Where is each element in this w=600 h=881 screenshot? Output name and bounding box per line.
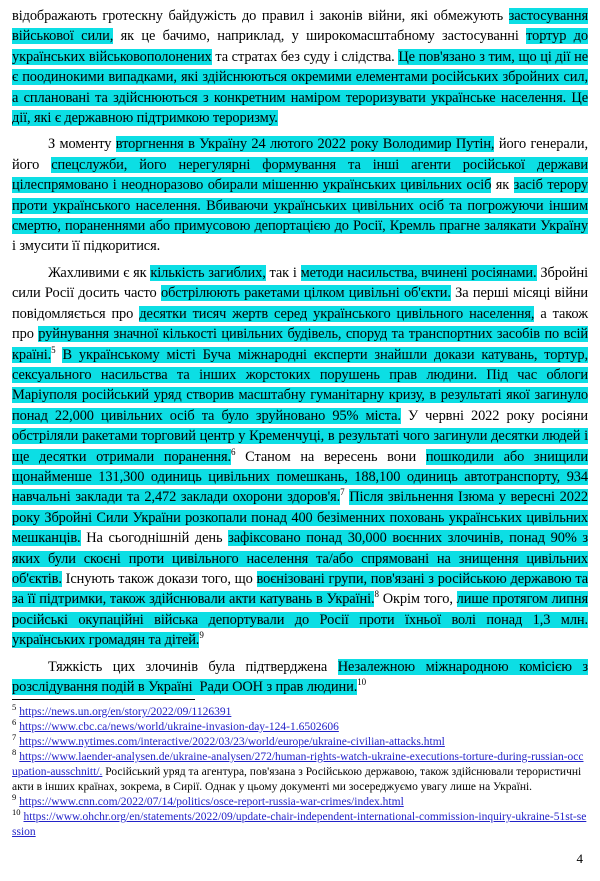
paragraph-2 (12, 134, 588, 256)
footnote-5 (12, 702, 588, 720)
text-run: Станом на вересень вони (235, 448, 426, 465)
footnote-note: Російський уряд та агентура, пов'язана з Російською державою, також здійснювали терористичні акти в інших країнах, зокрема, в Сирії. Однак у цьому документі ми зосереджуємо увагу лише на Україні. (12, 766, 582, 793)
footnote-link[interactable]: https://news.un.org/en/story/2022/09/1126391 (19, 706, 232, 718)
footnote-ref-6: 6 (231, 446, 236, 457)
text-run: У червні 2022 року росіяни (400, 407, 588, 424)
paragraph-3 (12, 263, 588, 651)
text-run: як (491, 177, 514, 194)
footnote-ref-8: 8 (374, 589, 379, 600)
footnote-number: 5 (12, 702, 17, 713)
footnote-link[interactable]: https://www.cbc.ca/news/world/ukraine-invasion-day-124-1.6502606 (19, 721, 339, 733)
footnote-ref-7: 7 (340, 487, 345, 498)
text-run: як це бачимо, наприклад, у широкомасштабному застосуванні (113, 28, 527, 45)
highlighted-text: лише протягом липня російські окупаційні війська депортували до Росії проти їхньої волі понад 1,3 млн. українських громадян та дітей. (12, 591, 589, 649)
highlighted-text: зафіксовано понад 30,000 воєнних злочинів, понад 90% з яких були скоєні проти цивільного населення та/або спрямовані на знищення цивільних об'єктів. (12, 530, 588, 587)
highlighted-text: Це пов'язано з тим, що ці дії не є поодинокими випадками, які здійснюються окремими елементами російських збройних сил, а сплановані та здійснюються з конкретним наміром тероризувати українське населення. Це дії, які є державною підтримкою тероризму. (12, 48, 588, 127)
highlighted-text: тортур до українських військовополонених (12, 28, 588, 65)
footnote-ref-9: 9 (199, 630, 204, 641)
footnote-9 (12, 792, 588, 810)
footnote-separator (12, 699, 195, 700)
highlighted-text: пошкодили або знищили щонайменше 131,300 одиниць цивільних помешкань, 188,100 одиниць автотранспорту, 934 навчальні заклади та 2,472 заклади охорони здоров'я. (12, 448, 588, 506)
document-body (12, 6, 588, 703)
text-run: так і (265, 264, 301, 281)
page-number: 4 (576, 851, 583, 866)
footnote-link[interactable]: https://www.laender-analysen.de/ukraine-analysen/272/human-rights-watch-ukraine-executions-torture-during-russian-occupation-ausschnitt/. (12, 751, 584, 778)
text-run: відображають гротескну байдужість до правил і законів війни, які обмежують (12, 8, 509, 24)
footnote-6 (12, 717, 588, 735)
footnote-link[interactable]: https://www.nytimes.com/interactive/2022/03/23/world/europe/ukraine-civilian-attacks.html (19, 736, 445, 748)
text-run: а також про (12, 305, 588, 343)
highlighted-text: вторгнення в Україну 24 лютого 2022 року Володимир Путін, (115, 136, 495, 153)
paragraph-1 (12, 6, 588, 128)
highlighted-text: обстріляли ракетами торговий центр у Кременчуці, в результаті чого загинули десятки людей і ще десятки отримали поранення. (12, 428, 588, 465)
paragraph-4 (12, 657, 588, 698)
footnote-10 (12, 807, 588, 840)
highlighted-text: Після звільнення Ізюма у вересні 2022 року Збройні Сили України розкопали понад 400 безіменних поховань українських цивільних мешканців. (12, 489, 589, 547)
highlighted-text: обстрілюють ракетами цілком цивільні об'єкти. (160, 285, 451, 302)
text-run: З моменту (48, 136, 116, 153)
footnote-link[interactable]: https://www.ohchr.org/en/statements/2022/09/update-chair-independent-international-commission-inquiry-ukraine-51st-session (12, 811, 587, 838)
footnote-number: 9 (12, 792, 17, 803)
text-run: Тяжкість цих злочинів була підтверджена (48, 658, 338, 675)
footnote-7 (12, 732, 588, 750)
highlighted-text: руйнування значної кількості цивільних будівель, споруд та транспортних засобів по всій країні. (12, 326, 588, 363)
text-run: Існують також докази того, що (61, 570, 257, 587)
text-run: його генерали, його (12, 136, 588, 173)
highlighted-text: Незалежною міжнародною комісією з розслідування подій в Україні Ради ООН з прав людини. (12, 658, 589, 695)
text-run: Збройні сили Росії досить часто (12, 264, 588, 302)
text-run: і змусити її підкоритися. (12, 238, 161, 255)
footnote-number: 8 (12, 747, 17, 758)
footnote-link[interactable]: https://www.cnn.com/2022/07/14/politics/osce-report-russia-war-crimes/index.html (19, 796, 404, 808)
footnote-number: 6 (12, 717, 17, 728)
footnote-section (12, 699, 588, 840)
text-run: На сьогоднішній день (80, 530, 229, 547)
footnote-number: 10 (12, 807, 21, 818)
highlighted-text: кількість загиблих, (150, 264, 266, 281)
highlighted-text: В українському місті Буча міжнародні експерти знайшли докази катувань, тортур, сексуального насильства та інших жорстоких порушень прав людини. Під час облоги Маріуполя російський уряд створив масштабну гуманітарну кризу, в результаті якої загинуло понад 22,000 цивільних осіб та було зруйновано 95% міста. (12, 346, 588, 424)
highlighted-text: методи насильства, вчинені росіянами. (300, 264, 537, 281)
footnote-ref-5: 5 (51, 344, 56, 355)
footnote-list (12, 702, 588, 840)
highlighted-text: застосування військової сили, (12, 8, 588, 45)
text-run: Жахливими є як (48, 264, 151, 281)
footnote-8 (12, 747, 588, 795)
highlighted-text: засіб терору проти українського населення. Вбиваючи українських цивільних осіб та погрожуючи іншим смертю, пораненнями або примусовою депортацією до Росії, Кремль прагне залякати Україну (12, 177, 588, 235)
text-run: За перші місяці війни повідомляється про (12, 285, 589, 322)
footnote-ref-10: 10 (357, 677, 367, 688)
text-run: та стратах без суду і слідства. (211, 48, 399, 65)
highlighted-text: десятки тисяч жертв серед українського цивільного населення, (139, 305, 535, 322)
highlighted-text: воєнізовані групи, пов'язані з російською державою та за її підтримки, також здійснювали акти катувань в Україні. (12, 570, 588, 608)
highlighted-text: спецслужби, його нерегулярні формування та інші агенти російської держави цілеспрямовано і неодноразово обирали мішенню українських цивільних осіб (12, 156, 588, 194)
footnote-number: 7 (12, 732, 17, 743)
text-run: Окрім того, (378, 591, 457, 608)
